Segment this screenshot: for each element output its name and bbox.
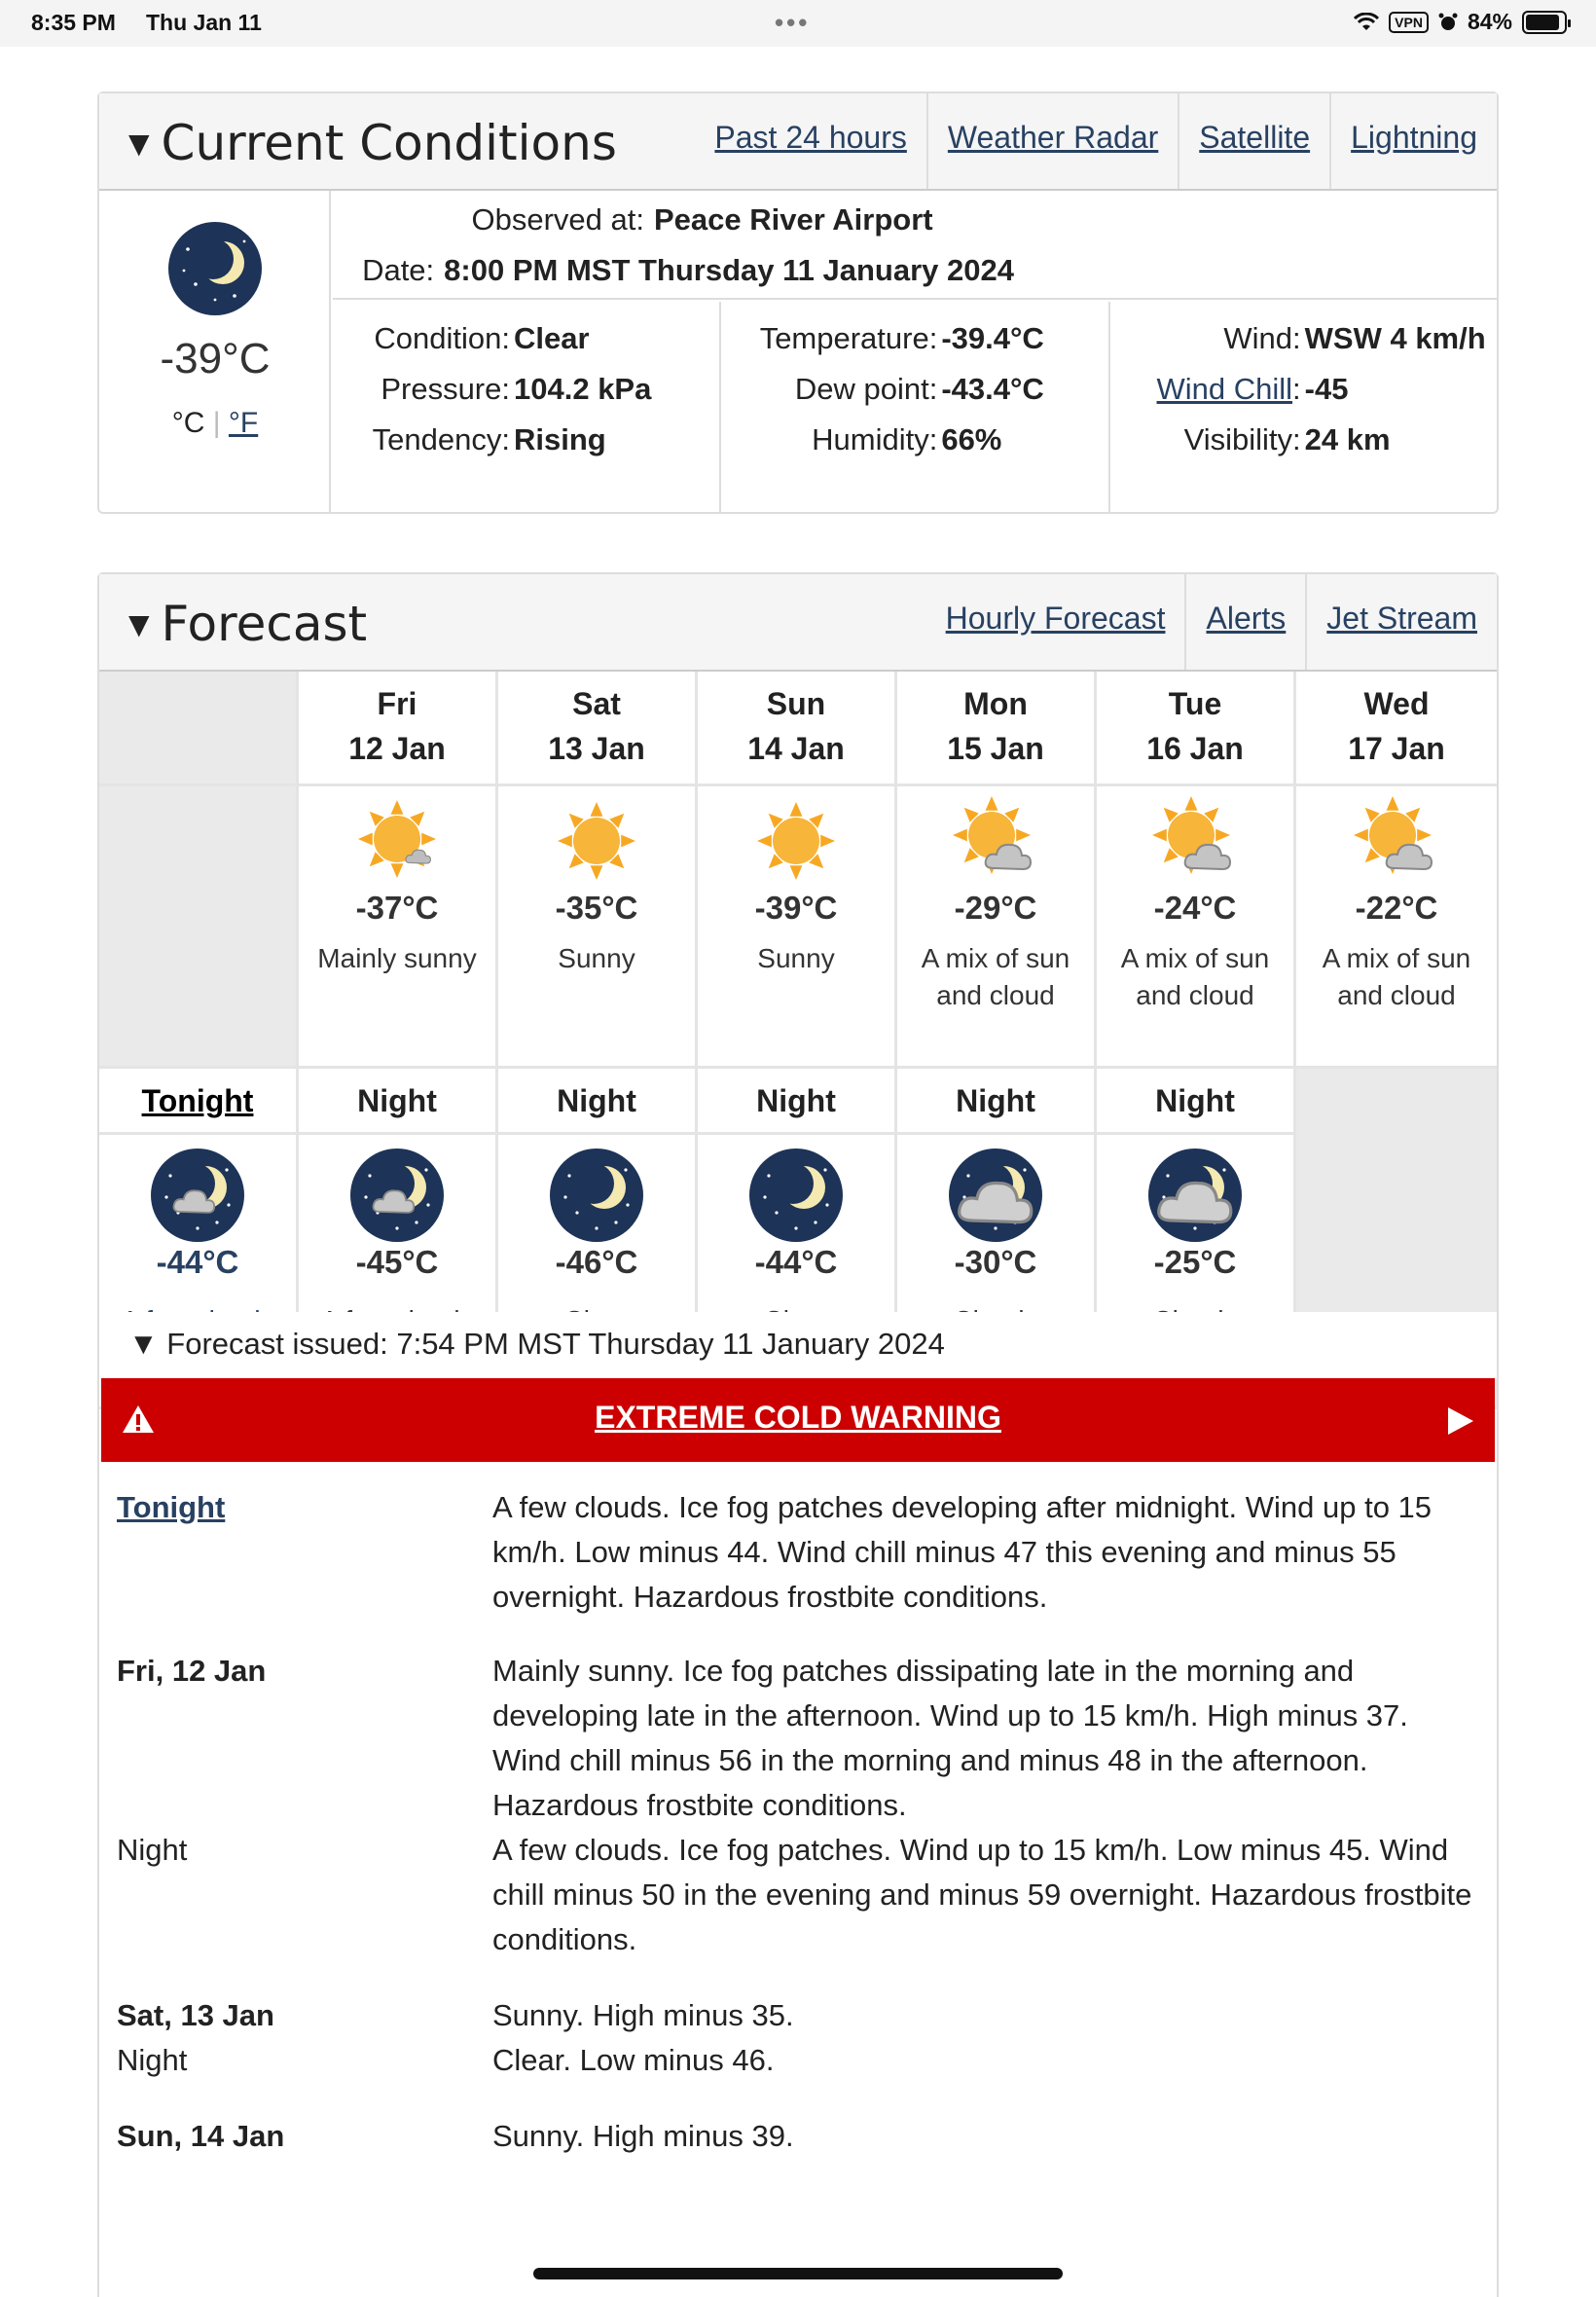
warning-title: EXTREME COLD WARNING	[595, 1400, 1001, 1435]
day-name: Wed	[1363, 686, 1430, 721]
detail-text: Mainly sunny. Ice fog patches dissipating late in the morning and developing late in the afternoon. Wind up to 15 km/h. High minus 37. Wind chill minus 56 in the morning and minus 48 in the afternoon. Hazardous frostbite conditions.	[492, 1654, 1408, 1822]
night-header	[1097, 1069, 1296, 1135]
caret-down-icon: ▼	[128, 127, 150, 160]
night-header	[498, 1069, 698, 1135]
weather-radar-link[interactable]: Weather Radar	[926, 93, 1178, 189]
satellite-link[interactable]: Satellite	[1178, 93, 1329, 189]
current-conditions-links	[695, 93, 1497, 191]
night-temperature: -25°C	[1153, 1244, 1237, 1280]
date-label: Date:	[362, 253, 435, 287]
day-date: 12 Jan	[348, 731, 446, 766]
caret-down-icon: ▼	[128, 607, 150, 640]
detail-text: Sunny. High minus 35.	[492, 1998, 794, 2032]
current-temperature: -39°C	[160, 335, 271, 383]
grid-corner-2	[99, 786, 299, 1069]
forecast-links	[926, 574, 1497, 672]
grid-corner-1	[99, 672, 299, 786]
day-date: 15 Jan	[947, 731, 1044, 766]
day-header	[498, 672, 698, 786]
hourly-forecast-link[interactable]: Hourly Forecast	[945, 601, 1166, 636]
alarm-icon	[1438, 13, 1458, 32]
night-label: Night	[756, 1083, 836, 1118]
sun-cloud-icon	[1146, 792, 1244, 890]
day-forecast-cell[interactable]	[897, 786, 1097, 1069]
celsius-unit: °C	[171, 407, 205, 439]
conditions-col-1	[333, 302, 721, 512]
night-header	[698, 1069, 897, 1135]
current-conditions-toggle[interactable]	[128, 115, 617, 171]
temperature-label: Temperature:	[759, 321, 938, 355]
night-header	[99, 1069, 299, 1135]
wind-chill-value: -45	[1304, 372, 1349, 406]
clear-night-moon-icon	[747, 1147, 845, 1244]
humidity-label: Humidity:	[812, 422, 938, 456]
vpn-badge: VPN	[1389, 12, 1429, 33]
day-header	[1097, 672, 1296, 786]
day-name: Sun	[766, 686, 826, 721]
lightning-link[interactable]: Lightning	[1329, 93, 1497, 189]
day-temperature: -35°C	[555, 890, 638, 926]
forecast-issued-toggle[interactable]	[99, 1312, 1497, 1378]
status-bar	[0, 0, 1596, 47]
current-summary	[99, 191, 331, 512]
humidity-value: 66%	[941, 422, 1002, 456]
detail-label: Night	[117, 1833, 188, 1867]
status-right	[1354, 9, 1567, 35]
day-temperature: -37°C	[355, 890, 439, 926]
tonight-link[interactable]: Tonight	[141, 1083, 254, 1118]
pressure-value: 104.2 kPa	[514, 372, 652, 406]
wind-value: WSW 4 km/h	[1304, 321, 1486, 355]
play-arrow-icon	[1446, 1405, 1475, 1437]
detail-label: Sun, 14 Jan	[117, 2119, 285, 2153]
multitasking-dots[interactable]: •••	[775, 8, 811, 37]
day-header	[897, 672, 1097, 786]
sun-cloud-icon	[947, 792, 1044, 890]
jet-stream-link[interactable]: Jet Stream	[1305, 574, 1497, 670]
forecast-grid	[99, 672, 1497, 1409]
sun-icon	[747, 792, 845, 890]
day-name: Fri	[377, 686, 417, 721]
dew-point-label: Dew point:	[794, 372, 938, 406]
day-name: Mon	[963, 686, 1028, 721]
battery-icon	[1522, 11, 1567, 34]
detail-text: A few clouds. Ice fog patches developing after midnight. Wind up to 15 km/h. Low minus 44. Wind chill minus 47 this evening and minus 55 overnight. Hazardous frostbite conditions.	[492, 1490, 1433, 1614]
day-forecast-cell[interactable]	[1097, 786, 1296, 1069]
moon-few-clouds-icon	[348, 1147, 446, 1244]
day-date: 16 Jan	[1146, 731, 1244, 766]
day-forecast-cell[interactable]	[299, 786, 498, 1069]
wifi-icon	[1354, 13, 1379, 32]
current-conditions-body	[99, 191, 1497, 512]
day-date: 17 Jan	[1348, 731, 1445, 766]
battery-percent: 84%	[1467, 9, 1512, 34]
day-temperature: -24°C	[1153, 890, 1237, 926]
visibility-value: 24 km	[1304, 422, 1391, 456]
forecast-header	[99, 574, 1497, 672]
observation-info	[333, 191, 1497, 300]
temperature-value: -39.4°C	[941, 321, 1044, 355]
detail-label: Fri, 12 Jan	[117, 1654, 267, 1688]
condition-value: Clear	[514, 321, 590, 355]
night-label: Night	[956, 1083, 1035, 1118]
day-condition: A mix of sun and cloud	[1322, 943, 1471, 1010]
forecast-title: Forecast	[161, 596, 368, 652]
status-date: Thu Jan 11	[146, 10, 262, 35]
visibility-label: Visibility:	[1183, 422, 1301, 456]
night-header	[897, 1069, 1097, 1135]
day-date: 14 Jan	[747, 731, 845, 766]
fahrenheit-link[interactable]: °F	[228, 407, 259, 439]
clear-night-moon-icon	[166, 220, 264, 317]
night-temperature: -44°C	[754, 1244, 838, 1280]
observed-at-label: Observed at:	[471, 202, 644, 237]
current-conditions-header	[99, 93, 1497, 191]
day-condition: Mainly sunny	[317, 943, 477, 973]
day-name: Tue	[1168, 686, 1222, 721]
night-label: Night	[1155, 1083, 1235, 1118]
night-temperature: -44°C	[156, 1244, 239, 1280]
forecast-issued-text: Forecast issued: 7:54 PM MST Thursday 11 January 2024	[166, 1327, 945, 1361]
sun-icon	[548, 792, 645, 890]
detail-text: A few clouds. Ice fog patches. Wind up to 15 km/h. Low minus 45. Wind chill minus 50 in the evening and minus 59 overnight. Hazardous frostbite conditions.	[492, 1833, 1472, 1956]
day-condition: Sunny	[558, 943, 635, 973]
conditions-columns	[333, 302, 1497, 512]
date-row	[333, 253, 1014, 288]
tendency-label: Tendency:	[372, 422, 510, 456]
sun-small-cloud-icon	[348, 792, 446, 890]
moon-few-clouds-icon	[149, 1147, 246, 1244]
night-header	[299, 1069, 498, 1135]
night-temperature: -30°C	[954, 1244, 1037, 1280]
forecast-toggle[interactable]	[128, 596, 367, 652]
caret-down-icon: ▼	[128, 1327, 167, 1361]
unit-toggle: °C | °F	[171, 407, 259, 439]
day-header	[299, 672, 498, 786]
day-name: Sat	[572, 686, 621, 721]
status-time: 8:35 PM	[31, 10, 116, 35]
night-temperature: -46°C	[555, 1244, 638, 1280]
clear-night-moon-icon	[548, 1147, 645, 1244]
pressure-label: Pressure:	[381, 372, 510, 406]
day-temperature: -22°C	[1355, 890, 1438, 926]
detail-text: Sunny. High minus 39.	[492, 2119, 794, 2153]
day-condition: A mix of sun and cloud	[1120, 943, 1270, 1010]
home-indicator[interactable]	[533, 2268, 1063, 2279]
detail-tonight-link[interactable]: Tonight	[117, 1490, 226, 1524]
conditions-col-2	[721, 302, 1109, 512]
conditions-col-3	[1110, 302, 1497, 512]
tendency-value: Rising	[514, 422, 606, 456]
wind-label: Wind:	[1223, 321, 1301, 355]
detail-label: Night	[117, 2043, 188, 2077]
wind-chill-link[interactable]: Wind Chill	[1156, 372, 1293, 406]
day-temperature: -39°C	[754, 890, 838, 926]
date-value: 8:00 PM MST Thursday 11 January 2024	[444, 253, 1014, 287]
detail-label: Sat, 13 Jan	[117, 1998, 274, 2032]
condition-label: Condition:	[374, 321, 510, 355]
observed-at-row	[333, 202, 1014, 237]
sun-cloud-icon	[1348, 792, 1445, 890]
observed-at-value: Peace River Airport	[654, 202, 933, 237]
night-label: Night	[357, 1083, 437, 1118]
night-temperature: -45°C	[355, 1244, 439, 1280]
night-label: Night	[557, 1083, 636, 1118]
day-header	[698, 672, 897, 786]
extreme-cold-warning-banner[interactable]	[101, 1378, 1495, 1462]
day-header	[1296, 672, 1497, 786]
moon-cloudy-icon	[1146, 1147, 1244, 1244]
day-condition: Sunny	[757, 943, 835, 973]
alerts-link[interactable]: Alerts	[1184, 574, 1305, 670]
current-conditions-panel	[97, 91, 1499, 514]
day-forecast-cell[interactable]	[1296, 786, 1497, 1069]
day-temperature: -29°C	[954, 890, 1037, 926]
wind-chill-label: Wind Chill:	[1156, 372, 1301, 406]
detail-text: Clear. Low minus 46.	[492, 2043, 775, 2077]
day-condition: A mix of sun and cloud	[921, 943, 1070, 1010]
current-conditions-title: Current Conditions	[161, 115, 617, 171]
moon-cloudy-icon	[947, 1147, 1044, 1244]
forecast-panel	[97, 572, 1499, 2297]
past-24-hours-link[interactable]: Past 24 hours	[714, 120, 907, 155]
day-forecast-cell[interactable]	[498, 786, 698, 1069]
day-forecast-cell[interactable]	[698, 786, 897, 1069]
dew-point-value: -43.4°C	[941, 372, 1044, 406]
day-date: 13 Jan	[548, 731, 645, 766]
